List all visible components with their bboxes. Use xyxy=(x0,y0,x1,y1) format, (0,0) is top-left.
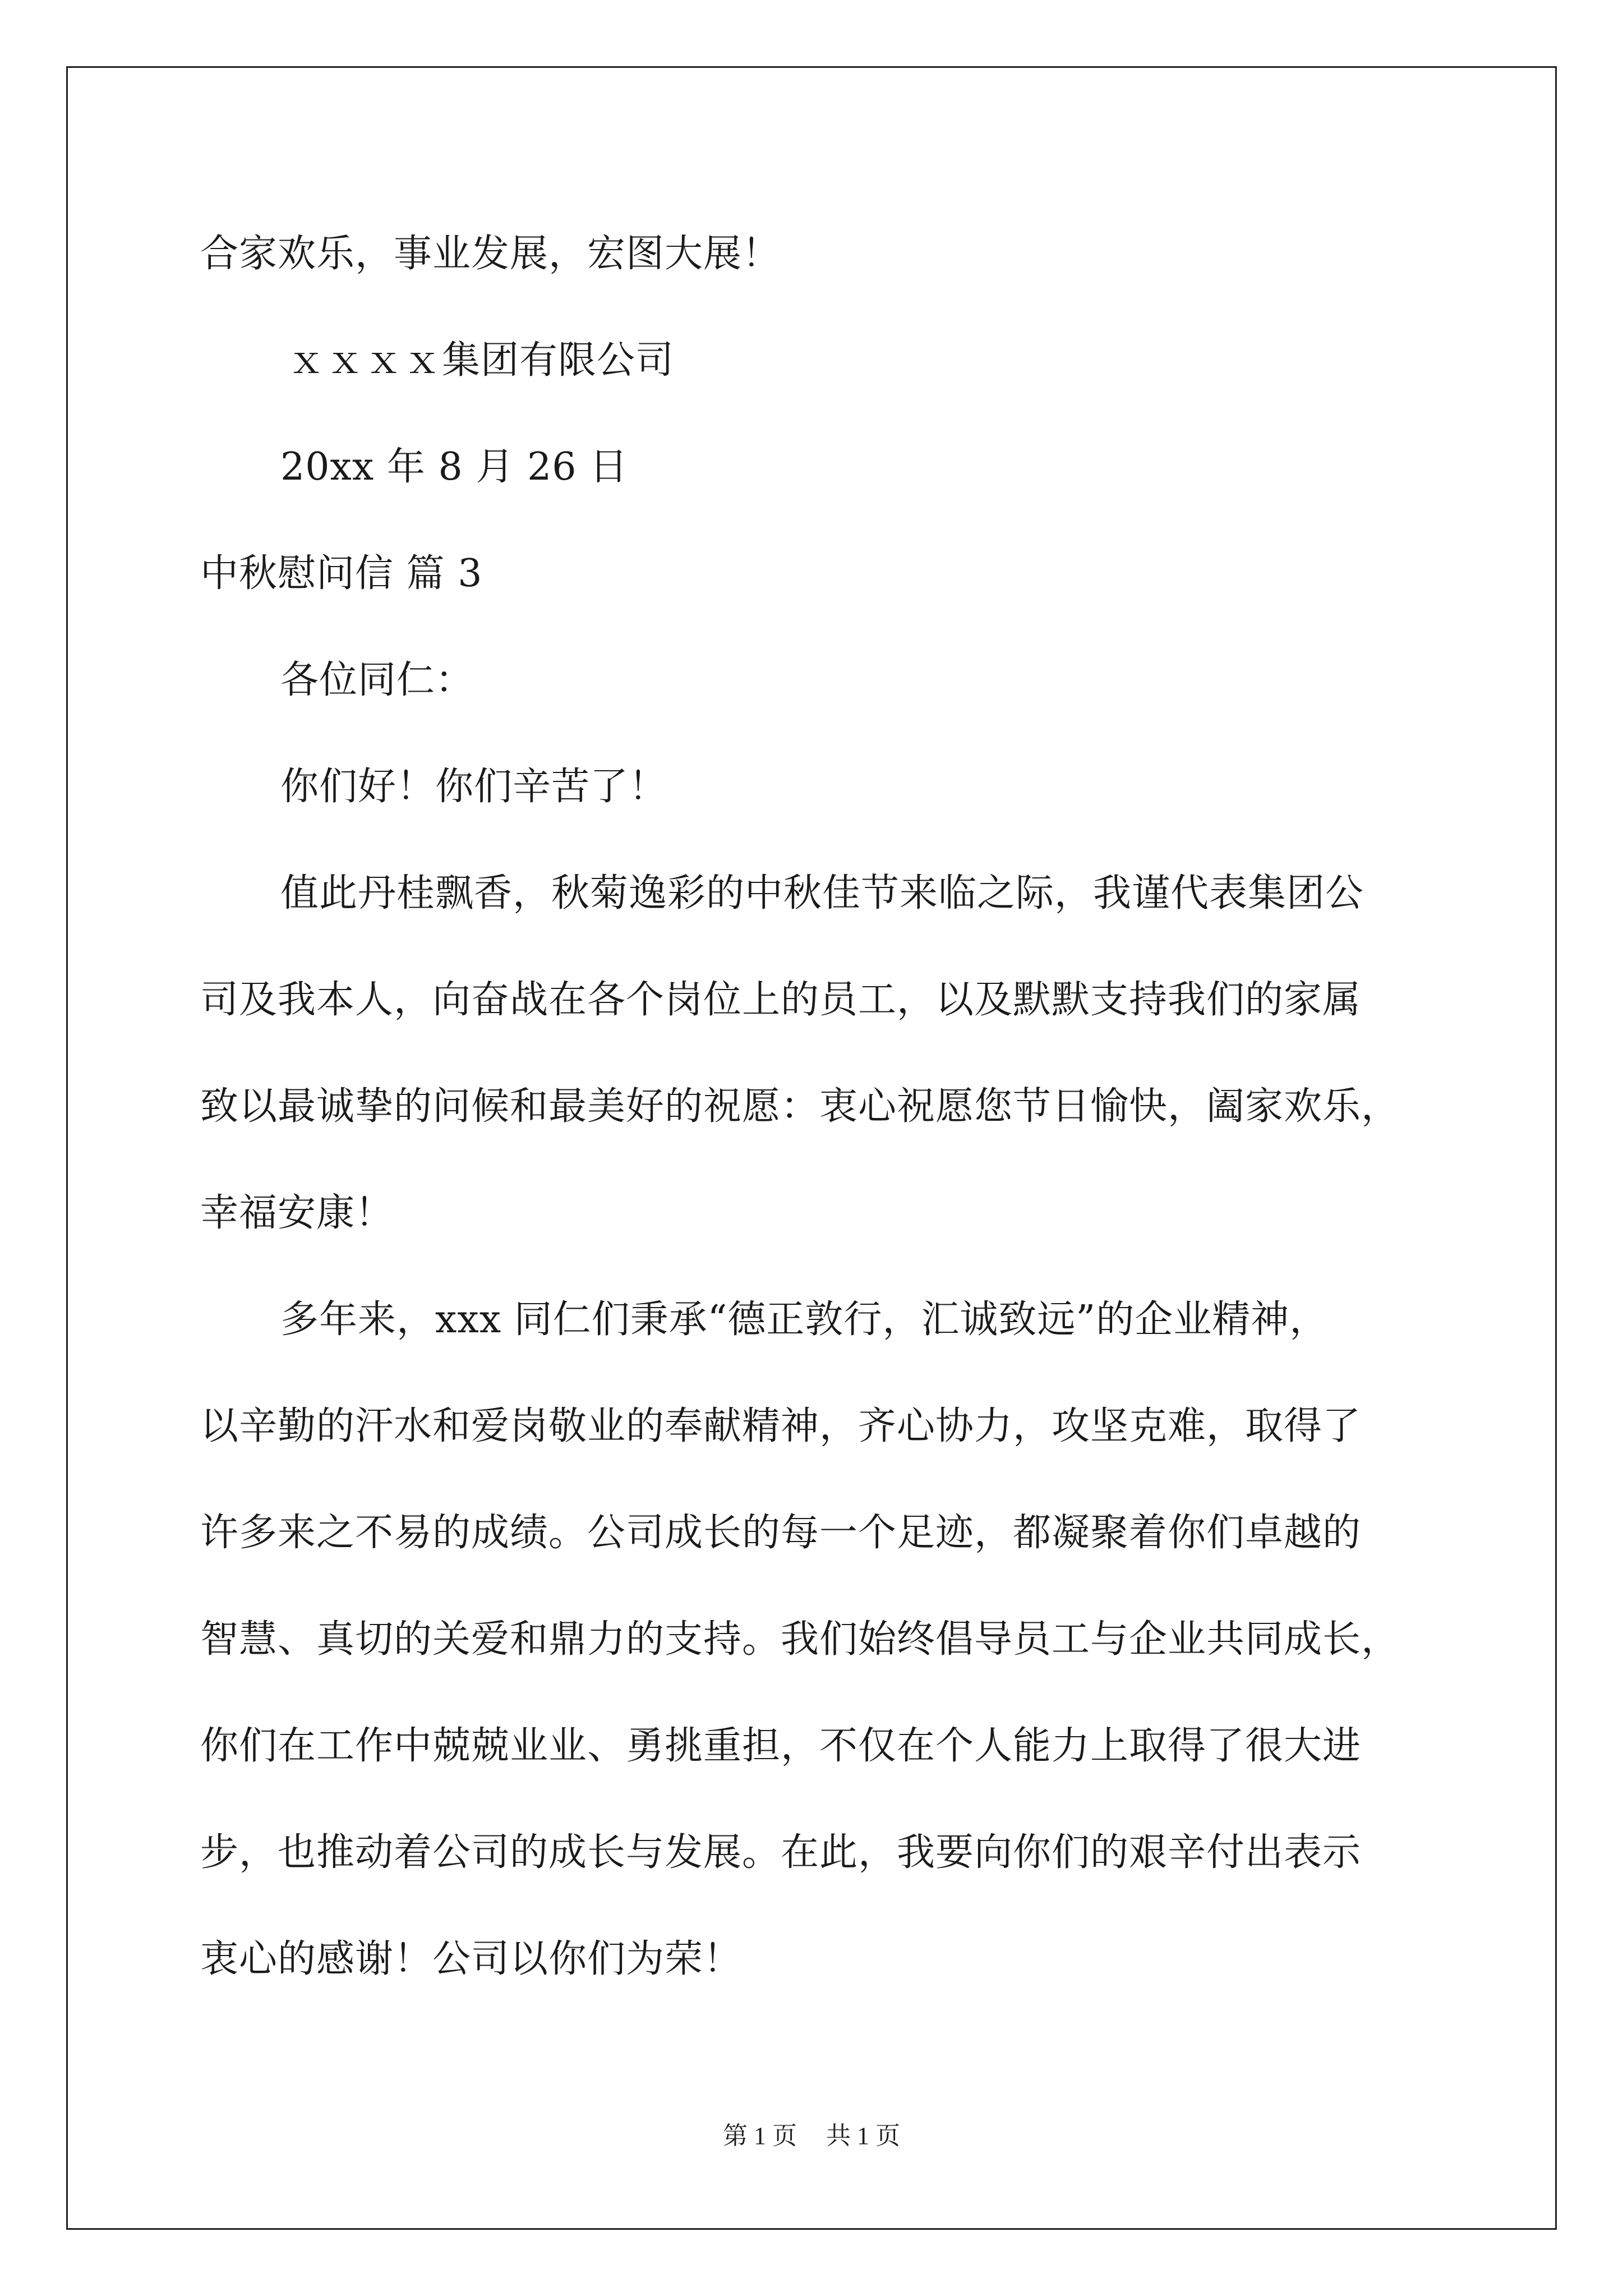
paragraph-line: 许多来之不易的成绩。公司成长的每一个足迹，都凝聚着你们卓越的 xyxy=(200,1511,1362,1555)
paragraph-line: 衷心的感谢！公司以你们为荣！ xyxy=(200,1937,743,1981)
paragraph-line: 智慧、真切的关爱和鼎力的支持。我们始终倡导员工与企业共同成长， xyxy=(200,1617,1400,1662)
closing-wishes-line: 合家欢乐，事业发展，宏图大展！ xyxy=(200,232,781,276)
paragraph-line: 步，也推动着公司的成长与发展。在此，我要向你们的艰辛付出表示 xyxy=(200,1830,1362,1875)
page-footer xyxy=(0,2120,1623,2152)
page-border xyxy=(66,66,1557,2230)
signature-date: 20xx 年 8 月 26 日 xyxy=(280,445,629,489)
paragraph-line: 你们在工作中兢兢业业、勇挑重担，不仅在个人能力上取得了很大进 xyxy=(200,1724,1362,1768)
company-signature: ｘｘｘｘ集团有限公司 xyxy=(287,338,675,383)
greeting-line: 你们好！你们辛苦了！ xyxy=(280,765,668,809)
paragraph-line: 值此丹桂飘香，秋菊逸彩的中秋佳节来临之际，我谨代表集团公 xyxy=(280,871,1364,915)
paragraph-line: 司及我本人，向奋战在各个岗位上的员工，以及默默支持我们的家属 xyxy=(200,978,1362,1022)
section-heading: 中秋慰问信 篇 3 xyxy=(200,551,483,596)
salutation: 各位同仁： xyxy=(280,658,474,702)
page-total: 共 1 页 xyxy=(826,2122,900,2150)
paragraph-line: 幸福安康！ xyxy=(200,1191,394,1235)
page-number: 第 1 页 xyxy=(723,2122,797,2150)
paragraph-line: 致以最诚挚的问候和最美好的祝愿：衷心祝愿您节日愉快，阖家欢乐， xyxy=(200,1084,1400,1129)
paragraph-line: 多年来，xxx 同仁们秉承“德正敦行，汇诚致远”的企业精神， xyxy=(280,1297,1329,1342)
paragraph-line: 以辛勤的汗水和爱岗敬业的奉献精神，齐心协力，攻坚克难，取得了 xyxy=(200,1404,1362,1448)
